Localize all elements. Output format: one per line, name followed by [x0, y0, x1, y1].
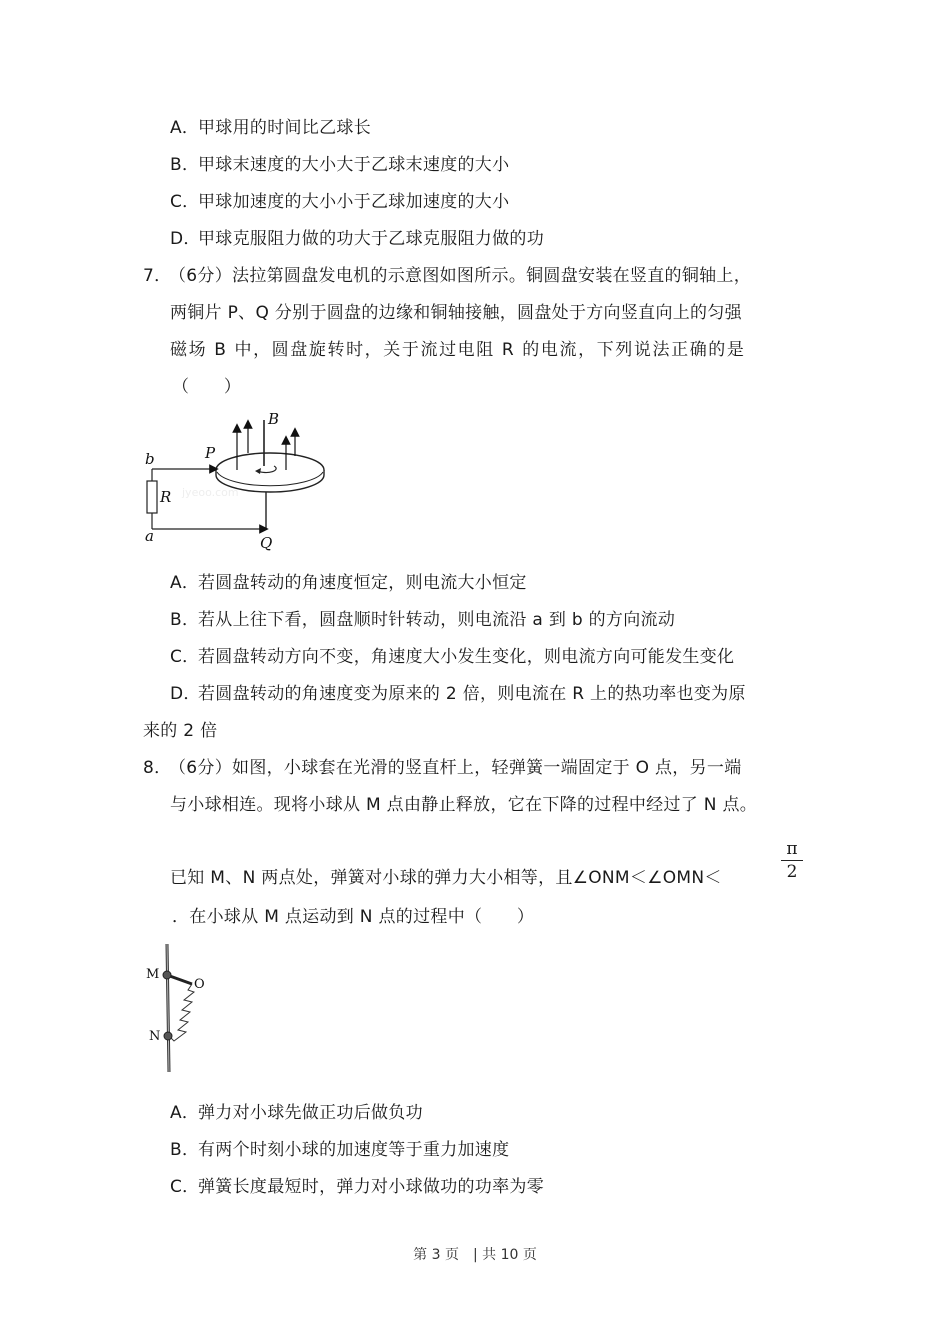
option-text: 甲球用的时间比乙球长 — [198, 118, 371, 138]
option-label: B． — [170, 610, 200, 630]
question-number: 8． — [143, 758, 172, 778]
pi-over-2-fraction — [781, 838, 803, 883]
option-label: C． — [170, 647, 200, 667]
svg-text:P: P — [205, 444, 216, 462]
svg-text:M: M — [146, 967, 160, 982]
q7-option-c — [170, 646, 734, 668]
option-label: B． — [170, 1140, 200, 1160]
q6-option-c — [170, 191, 509, 213]
q7-option-a — [170, 572, 527, 594]
svg-text:R: R — [160, 488, 172, 506]
ball-n — [164, 1032, 172, 1040]
option-label: B． — [170, 155, 200, 175]
option-text: 若圆盘转动的角速度变为原来的 2 倍，则电流在 R 上的热功率也变为原 — [198, 684, 746, 704]
option-text: 若从上往下看，圆盘顺时针转动，则电流沿 a 到 b 的方向流动 — [198, 610, 676, 630]
q7-option-b — [170, 609, 675, 631]
faraday-disk-figure — [140, 408, 340, 553]
q8-option-a — [170, 1102, 423, 1124]
option-text: 弹力对小球先做正功后做负功 — [198, 1103, 423, 1123]
option-label: A． — [170, 118, 200, 138]
option-label: D． — [170, 229, 201, 249]
option-text: 甲球克服阻力做的功大于乙球克服阻力做的功 — [198, 229, 544, 249]
svg-text:Q: Q — [260, 534, 273, 552]
fraction-numerator: π — [781, 838, 803, 861]
q8-option-b — [170, 1139, 509, 1161]
svg-text:B: B — [268, 410, 280, 428]
q7-stem-line-3: 磁场 B 中，圆盘旋转时，关于流过电阻 R 的电流，下列说法正确的是 — [170, 340, 746, 360]
q7-option-d-continuation: 来的 2 倍 — [143, 721, 218, 741]
option-text: 若圆盘转动的角速度恒定，则电流大小恒定 — [198, 573, 527, 593]
option-label: A． — [170, 1103, 200, 1123]
q6-option-b — [170, 154, 509, 176]
option-text: 甲球加速度的大小小于乙球加速度的大小 — [198, 192, 510, 212]
q7-option-d — [170, 683, 746, 705]
q6-option-d — [170, 228, 544, 250]
svg-text:b: b — [145, 450, 155, 468]
q8-option-c — [170, 1176, 544, 1198]
q8-stem-line-2: 与小球相连。现将小球从 M 点由静止释放，它在下降的过程中经过了 N 点。 — [170, 795, 758, 815]
q6-option-a — [170, 117, 371, 139]
svg-text:a: a — [145, 527, 154, 545]
q8-stem-line-1 — [143, 757, 742, 779]
resistor-r — [147, 481, 157, 513]
page-footer: 第 3 页 | 共 10 页 — [413, 1247, 537, 1263]
option-text: 甲球末速度的大小大于乙球末速度的大小 — [198, 155, 510, 175]
stem-text: （6分）如图，小球套在光滑的竖直杆上，轻弹簧一端固定于 O 点，另一端 — [169, 758, 742, 778]
svg-text:N: N — [149, 1029, 161, 1044]
option-text: 有两个时刻小球的加速度等于重力加速度 — [198, 1140, 510, 1160]
q8-stem-line-3: 已知 M、N 两点处，弹簧对小球的弹力大小相等，且∠ONM＜∠OMN＜ — [170, 868, 722, 888]
svg-text:jyeoo.com: jyeoo.com — [182, 486, 239, 499]
spring-rod-figure — [140, 942, 220, 1077]
option-text: 弹簧长度最短时，弹力对小球做功的功率为零 — [198, 1177, 544, 1197]
q7-stem-line-1 — [143, 265, 751, 287]
option-label: C． — [170, 192, 200, 212]
ball-m — [163, 971, 171, 979]
q7-stem-line-2: 两铜片 P、Q 分别于圆盘的边缘和铜轴接触，圆盘处于方向竖直向上的匀强 — [170, 303, 742, 323]
q7-answer-blank: （ ） — [172, 377, 242, 397]
stem-text: （6分）法拉第圆盘发电机的示意图如图所示。铜圆盘安装在竖直的铜轴上， — [169, 266, 752, 286]
spring-on — [169, 984, 194, 1041]
option-label: C． — [170, 1177, 200, 1197]
question-number: 7． — [143, 266, 172, 286]
option-label: D． — [170, 684, 201, 704]
q8-stem-line-4: ．在小球从 M 点运动到 N 点的过程中（ ） — [172, 907, 535, 927]
option-label: A． — [170, 573, 200, 593]
option-text: 若圆盘转动方向不变，角速度大小发生变化，则电流方向可能发生变化 — [198, 647, 735, 667]
svg-text:O: O — [194, 977, 205, 992]
fraction-denominator: 2 — [786, 862, 798, 882]
